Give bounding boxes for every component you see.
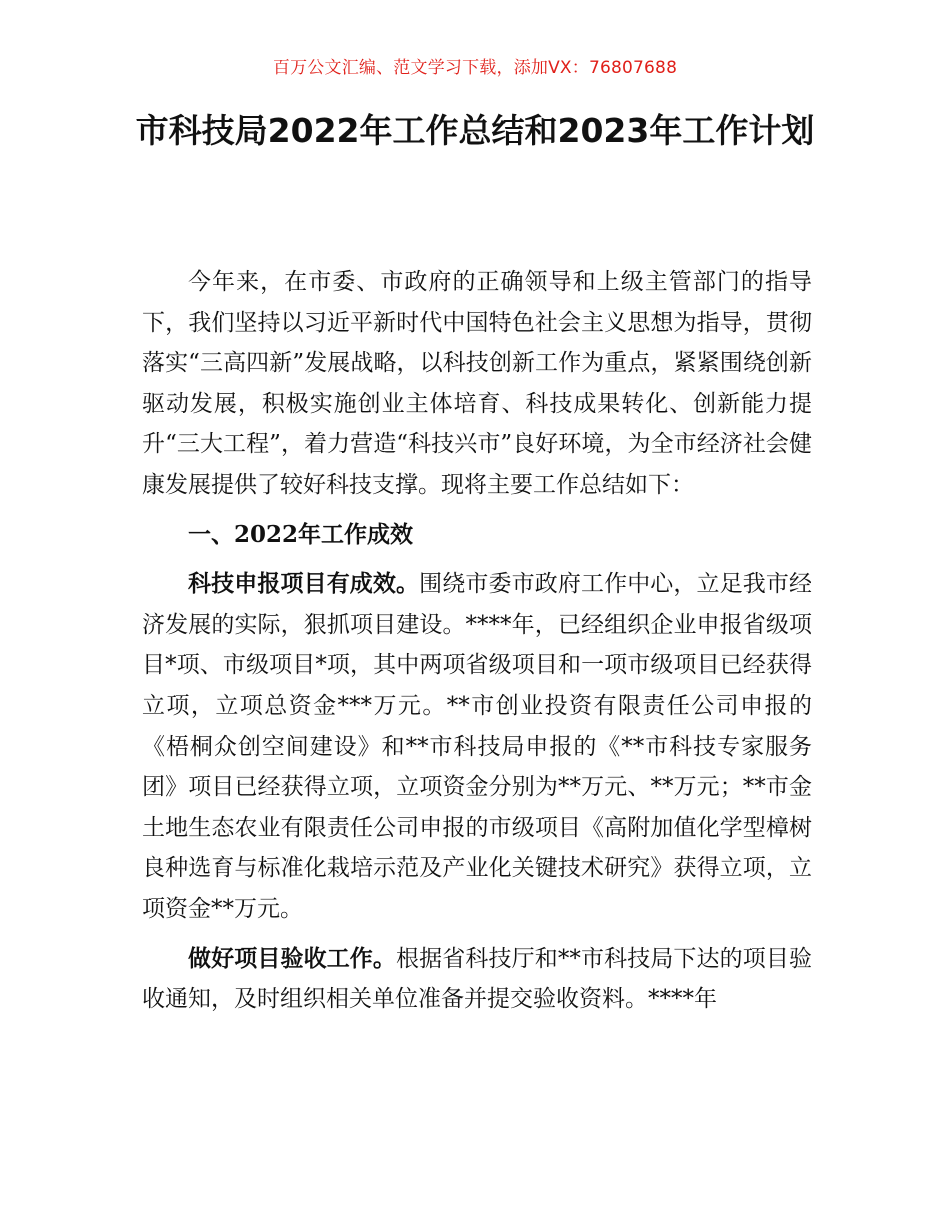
intro-paragraph: 今年来，在市委、市政府的正确领导和上级主管部门的指导下，我们坚持以习近平新时代中国特色社会主义思想为指导，贯彻落实“三高四新”发展战略，以科技创新工作为重点，紧紧围绕创新驱动发展，积极实施创业主体培育、科技成果转化、创新能力提升“三大工程”，着力营造“科技兴市”良好环境，为全市经济社会健康发展提供了较好科技支撑。现将主要工作总结如下： (142, 269, 812, 498)
paragraph-text: 根据省科技厅和**市科技局下达的项目验收通知，及时组织相关单位准备并提交验收资料。****年 (142, 945, 813, 1013)
paragraph-text: 围绕市委市政府工作中心，立足我市经济发展的实际，狠抓项目建设。****年，已经组织企业申报省级项目*项、市级项目*项，其中两项省级项目和一项市级项目已经获得立项，立项总资金***万元。**市创业投资有限责任公司申报的《梧桐众创空间建设》和**市科技局申报的《**市科技专家服务团》项目已经获得立项，立项资金分别为**万元、**万元；**市金土地生态农业有限责任公司申报的市级项目《高附加值化学型樟树良种选育与标准化栽培示范及产业化关键技术研究》获得立项，立项资金**万元。 (142, 571, 813, 922)
paragraph-project-acceptance (142, 939, 812, 1020)
paragraph-project-application (142, 564, 812, 929)
paragraph-lead: 做好项目验收工作。 (188, 944, 397, 972)
document-title: 市科技局2022年工作总结和2023年工作计划 (135, 111, 815, 150)
promo-banner: 百万公文汇编、范文学习下载，添加VX：76807688 (272, 58, 678, 78)
paragraph-lead: 科技申报项目有成效。 (188, 570, 420, 598)
section-heading: 一、2022年工作成效 (188, 520, 414, 548)
document-body (142, 262, 812, 1029)
